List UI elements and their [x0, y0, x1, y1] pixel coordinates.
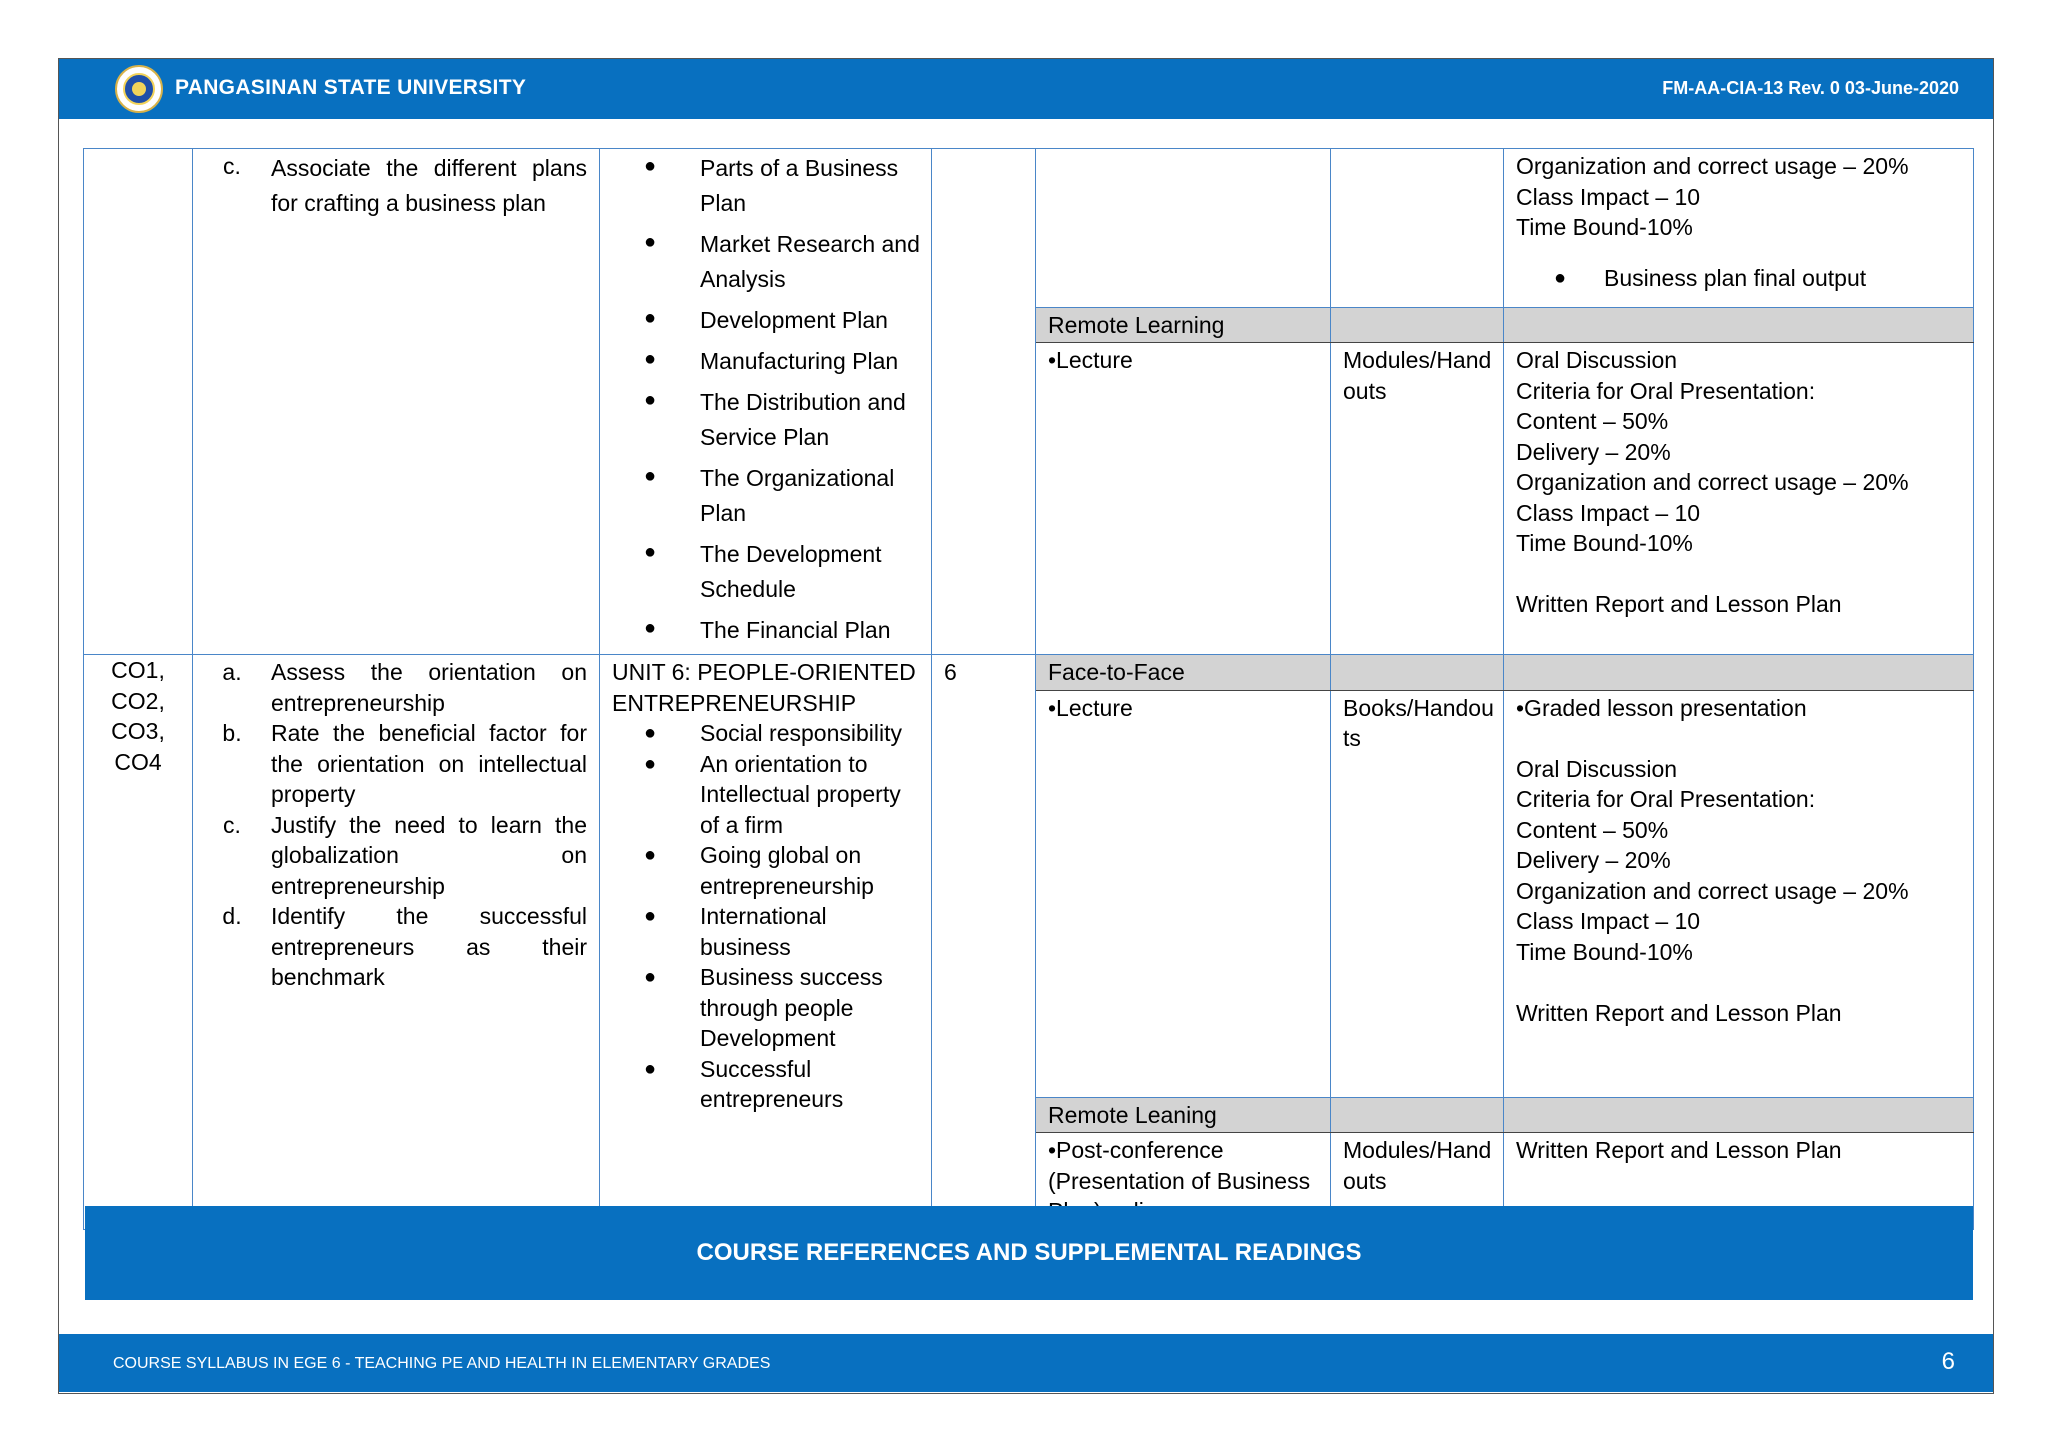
form-code: FM-AA-CIA-13 Rev. 0 03-June-2020: [1662, 78, 1959, 98]
course-outcome: CO1,: [111, 657, 165, 683]
page-number: 6: [1941, 1348, 1955, 1375]
topics-cell: [600, 149, 932, 655]
f2f-resources: Books/Handou ts: [1331, 690, 1504, 1097]
objective-text: Rate the beneficial factor for the orientation on intellectual property: [271, 720, 587, 807]
remote-activity-2: •Post-conference (Presentation of Business: [1036, 1133, 1331, 1230]
course-outcome: CO4: [114, 748, 162, 775]
assessment-line: Criteria for Oral Presentation:: [1516, 786, 1816, 812]
topic-item-text: Parts of a Business Plan: [700, 155, 899, 216]
topic-item-text: Manufacturing Plan: [700, 348, 899, 374]
bullet-icon: ●: [643, 966, 657, 988]
bullet-icon: ●: [643, 348, 657, 370]
activity-cell-empty: [1036, 149, 1331, 308]
assessment-line: [1516, 559, 1961, 590]
bullet-icon: ●: [643, 307, 657, 329]
f2f-assessment: [1504, 690, 1974, 1097]
objective-item: [193, 901, 599, 993]
objective-list: [193, 657, 599, 993]
bullet-icon: ●: [643, 617, 657, 639]
course-outcome: CO3,: [111, 718, 165, 744]
objective-item: [193, 657, 599, 718]
assessment-line: Written Report and Lesson Plan: [1516, 591, 1842, 618]
topic-item: [600, 537, 931, 607]
co-cell-empty: [84, 149, 193, 655]
unit-topic-text: Business success through people Development: [700, 964, 883, 1051]
unit-topic-text: Social responsibility: [700, 720, 902, 746]
objective-text: Justify the need to learn the globalization on entrepreneurship: [271, 811, 587, 899]
assessment-line: Organization and correct usage – 20%: [1516, 469, 1909, 496]
gray-cell: [1331, 655, 1504, 691]
hours-cell-empty: [932, 149, 1036, 655]
topic-item: [600, 227, 931, 297]
assessment-line: Time Bound-10%: [1516, 214, 1693, 240]
objective-letter: c.: [223, 811, 241, 838]
topic-list: [600, 151, 931, 648]
assessment-line: Class Impact – 10: [1516, 908, 1701, 934]
remote-resources-2: Modules/Hand outs: [1331, 1133, 1504, 1230]
remote-leaning-label: Remote Leaning: [1036, 1097, 1331, 1133]
topic-item-text: Development Plan: [700, 307, 888, 333]
unit-topic-text: An orientation to Intellectual property of a firm: [700, 750, 901, 838]
assessment-line: Organization and correct usage – 20%: [1516, 877, 1909, 904]
objective-letter: a.: [222, 659, 242, 685]
remote-assessment-2: Written Report and Lesson Plan: [1504, 1133, 1974, 1230]
objective-text: Associate the different plans for crafting a business plan: [271, 155, 587, 216]
remote-assessment: [1504, 343, 1974, 655]
unit-topic: [600, 901, 919, 962]
assessment-line: Class Impact – 10: [1516, 183, 1701, 210]
objective-letter: d.: [222, 903, 242, 929]
topic-item: [600, 461, 931, 531]
unit-topic-text: Successful entrepreneurs: [700, 1055, 844, 1112]
topic-item-text: The Distribution and Service Plan: [700, 389, 906, 450]
unit-topic-list: [600, 718, 919, 1115]
course-outcome: CO2,: [111, 687, 165, 714]
assessment-line: Delivery – 20%: [1516, 438, 1671, 465]
resources-cell-empty: [1331, 149, 1504, 308]
assessment-line: Delivery – 20%: [1516, 847, 1671, 873]
gray-cell: [1504, 307, 1974, 343]
remote-activity: •Lecture: [1036, 343, 1331, 655]
bullet-icon: ●: [643, 752, 657, 775]
assessment-cell: [1504, 149, 1974, 308]
objective-item: [193, 718, 599, 810]
unit-cell: [600, 655, 932, 1230]
objective-letter: c.: [223, 153, 241, 179]
topic-item: [600, 613, 931, 648]
gray-cell: [1331, 307, 1504, 343]
objective-item: [193, 151, 599, 221]
objective-item: [193, 810, 599, 902]
assessment-line: Class Impact – 10: [1516, 499, 1701, 526]
bullet-icon: ●: [643, 389, 657, 411]
objective-cell: [193, 149, 600, 655]
assessment-line: Content – 50%: [1516, 816, 1669, 843]
topic-item: [600, 151, 931, 221]
assessment-line: Oral Discussion: [1516, 755, 1678, 782]
objective-text: Assess the orientation on entrepreneurship: [271, 659, 587, 716]
assessment-bullet-item: ● Business plan final output: [1516, 263, 1961, 294]
unit-topic: [600, 718, 919, 749]
university-seal-icon: [115, 65, 163, 113]
assessment-line: Content – 50%: [1516, 408, 1669, 435]
unit-topic: [600, 749, 919, 841]
face-to-face-label: Face-to-Face: [1036, 655, 1331, 691]
topic-item-text: The Organizational Plan: [700, 465, 895, 526]
page-header: [59, 59, 1993, 119]
topic-item-text: The Development Schedule: [700, 541, 882, 602]
bullet-icon: ●: [643, 844, 657, 866]
topic-item: [600, 385, 931, 455]
unit-topic-text: Going global on entrepreneurship: [700, 842, 874, 899]
assessment-line: [1516, 723, 1961, 754]
assessment-line: Written Report and Lesson Plan: [1516, 999, 1842, 1026]
assessment-line: [1516, 967, 1961, 998]
university-name: PANGASINAN STATE UNIVERSITY: [175, 76, 527, 99]
objective-letter: b.: [222, 720, 242, 746]
f2f-activity: •Lecture: [1036, 690, 1331, 1097]
assessment-line: Time Bound-10%: [1516, 938, 1693, 965]
unit-topic: [600, 840, 919, 901]
gray-cell: [1504, 655, 1974, 691]
remote-resources: Modules/Hand outs: [1331, 343, 1504, 655]
topic-item-text: Market Research and Analysis: [700, 231, 920, 292]
co-cell: [84, 655, 193, 1230]
bullet-icon: ●: [643, 155, 657, 177]
topic-item: [600, 303, 931, 338]
assessment-line: Oral Discussion: [1516, 347, 1678, 374]
objective-text: Identify the successful entrepreneurs as their benchmark: [271, 903, 587, 990]
topic-item: [600, 344, 931, 379]
page-footer: [59, 1334, 1993, 1392]
assessment-lines: [1516, 151, 1961, 243]
assessment-bullet: Business plan final output: [1604, 264, 1867, 291]
assessment-line: •Graded lesson presentation: [1516, 694, 1807, 721]
gray-cell: [1331, 1097, 1504, 1133]
unit-topic: [600, 962, 919, 1054]
hours-value: 6: [932, 655, 1036, 1230]
unit-title: UNIT 6: PEOPLE-ORIENTED ENTREPRENEURSHIP: [612, 659, 916, 716]
course-title: COURSE SYLLABUS IN EGE 6 - TEACHING PE AND HEALTH IN ELEMENTARY GRADES: [113, 1355, 771, 1372]
unit-topic: [600, 1054, 919, 1115]
bullet-icon: ●: [643, 1057, 657, 1080]
topic-item-text: The Financial Plan: [700, 617, 891, 643]
bullet-icon: ●: [643, 722, 657, 744]
gray-cell: [1504, 1097, 1974, 1133]
assessment-line: Organization and correct usage – 20%: [1516, 153, 1909, 179]
unit-topic-text: International business: [700, 903, 827, 960]
references-heading: COURSE REFERENCES AND SUPPLEMENTAL READINGS: [85, 1206, 1973, 1300]
bullet-icon: ●: [643, 465, 657, 487]
syllabus-table: [83, 148, 1974, 1230]
bullet-icon: ●: [643, 231, 657, 253]
bullet-icon: ●: [643, 905, 657, 927]
remote-learning-label: Remote Learning: [1036, 307, 1331, 343]
assessment-line: Time Bound-10%: [1516, 530, 1693, 557]
bullet-icon: ●: [643, 541, 657, 563]
assessment-line: Criteria for Oral Presentation:: [1516, 377, 1816, 404]
objectives-cell: [193, 655, 600, 1230]
